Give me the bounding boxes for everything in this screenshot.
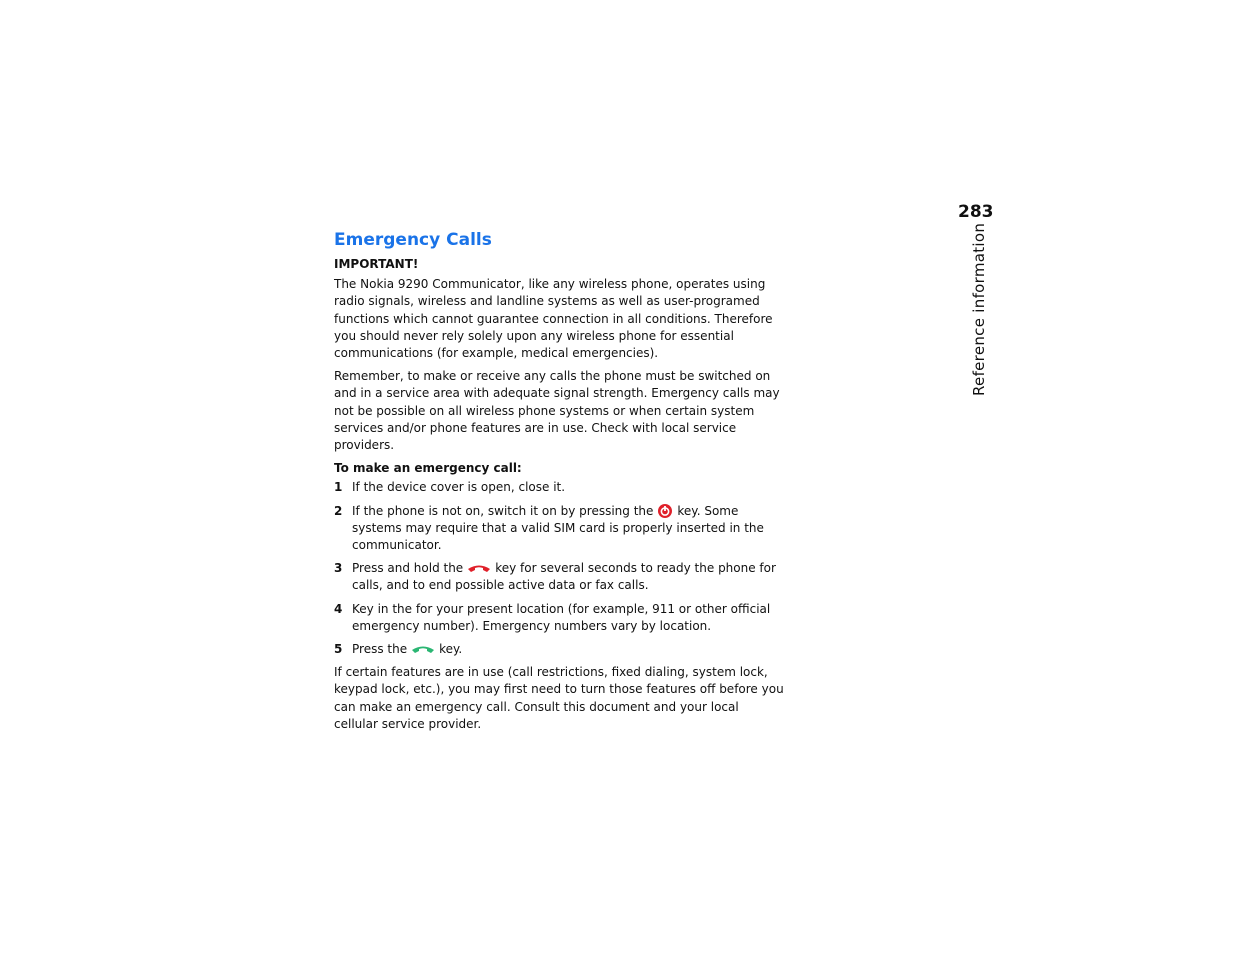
call-key-icon: [411, 644, 435, 656]
step-text-after: key. Some systems may require that a valid SIM card is properly inserted in the communicator.: [352, 503, 764, 553]
step-text-after: key for several seconds to ready the phone for calls, and to end possible active data or fax calls.: [352, 561, 776, 593]
list-item: [334, 601, 784, 635]
list-item: [334, 560, 784, 594]
end-call-icon: [467, 563, 491, 575]
closing-paragraph: If certain features are in use (call restrictions, fixed dialing, system lock, keypad lock, etc.), you may first need to turn those features off before you can make an emergency call. Consult this document and your local cellular service provider.: [334, 665, 784, 731]
list-item: [334, 503, 784, 555]
intro-paragraph: The Nokia 9290 Communicator, like any wireless phone, operates using radio signals, wireless and landline systems as well as user-programed functions which cannot guarantee connection in all conditions. Therefore you should never rely solely upon any wireless phone for essential communications (for example, medical emergencies).: [334, 277, 773, 361]
list-item: [334, 479, 784, 496]
list-item: [334, 641, 784, 658]
step-number: 1: [334, 480, 343, 495]
step-number: 2: [334, 503, 343, 518]
important-label: IMPORTANT!: [334, 257, 419, 271]
step-number: 5: [334, 642, 343, 657]
step-number: 4: [334, 601, 343, 616]
step-text-before: If the phone is not on, switch it on by pressing the: [352, 503, 654, 518]
procedure-title: To make an emergency call:: [334, 461, 522, 476]
signal-paragraph: Remember, to make or receive any calls the phone must be switched on and in a service area with adequate signal strength. Emergency calls may not be possible on all wireless phone systems or when certain system services and/or phone features are in use. Check with local service providers.: [334, 369, 780, 453]
side-heading: Reference information: [970, 222, 988, 396]
step-text-before: Press and hold the: [352, 561, 464, 576]
power-key-icon: [657, 503, 673, 519]
step-text: Key in the for your present location (for example, 911 or other official emergency number). Emergency numbers vary by location.: [352, 601, 771, 633]
step-text: If the device cover is open, close it.: [352, 480, 566, 495]
step-text-after: key.: [439, 642, 463, 657]
content: [334, 229, 784, 739]
step-text-before: Press the: [352, 642, 408, 657]
page-number: 283: [958, 202, 994, 222]
section-title: Emergency Calls: [334, 230, 492, 250]
steps-list: [334, 479, 784, 658]
step-number: 3: [334, 561, 343, 576]
